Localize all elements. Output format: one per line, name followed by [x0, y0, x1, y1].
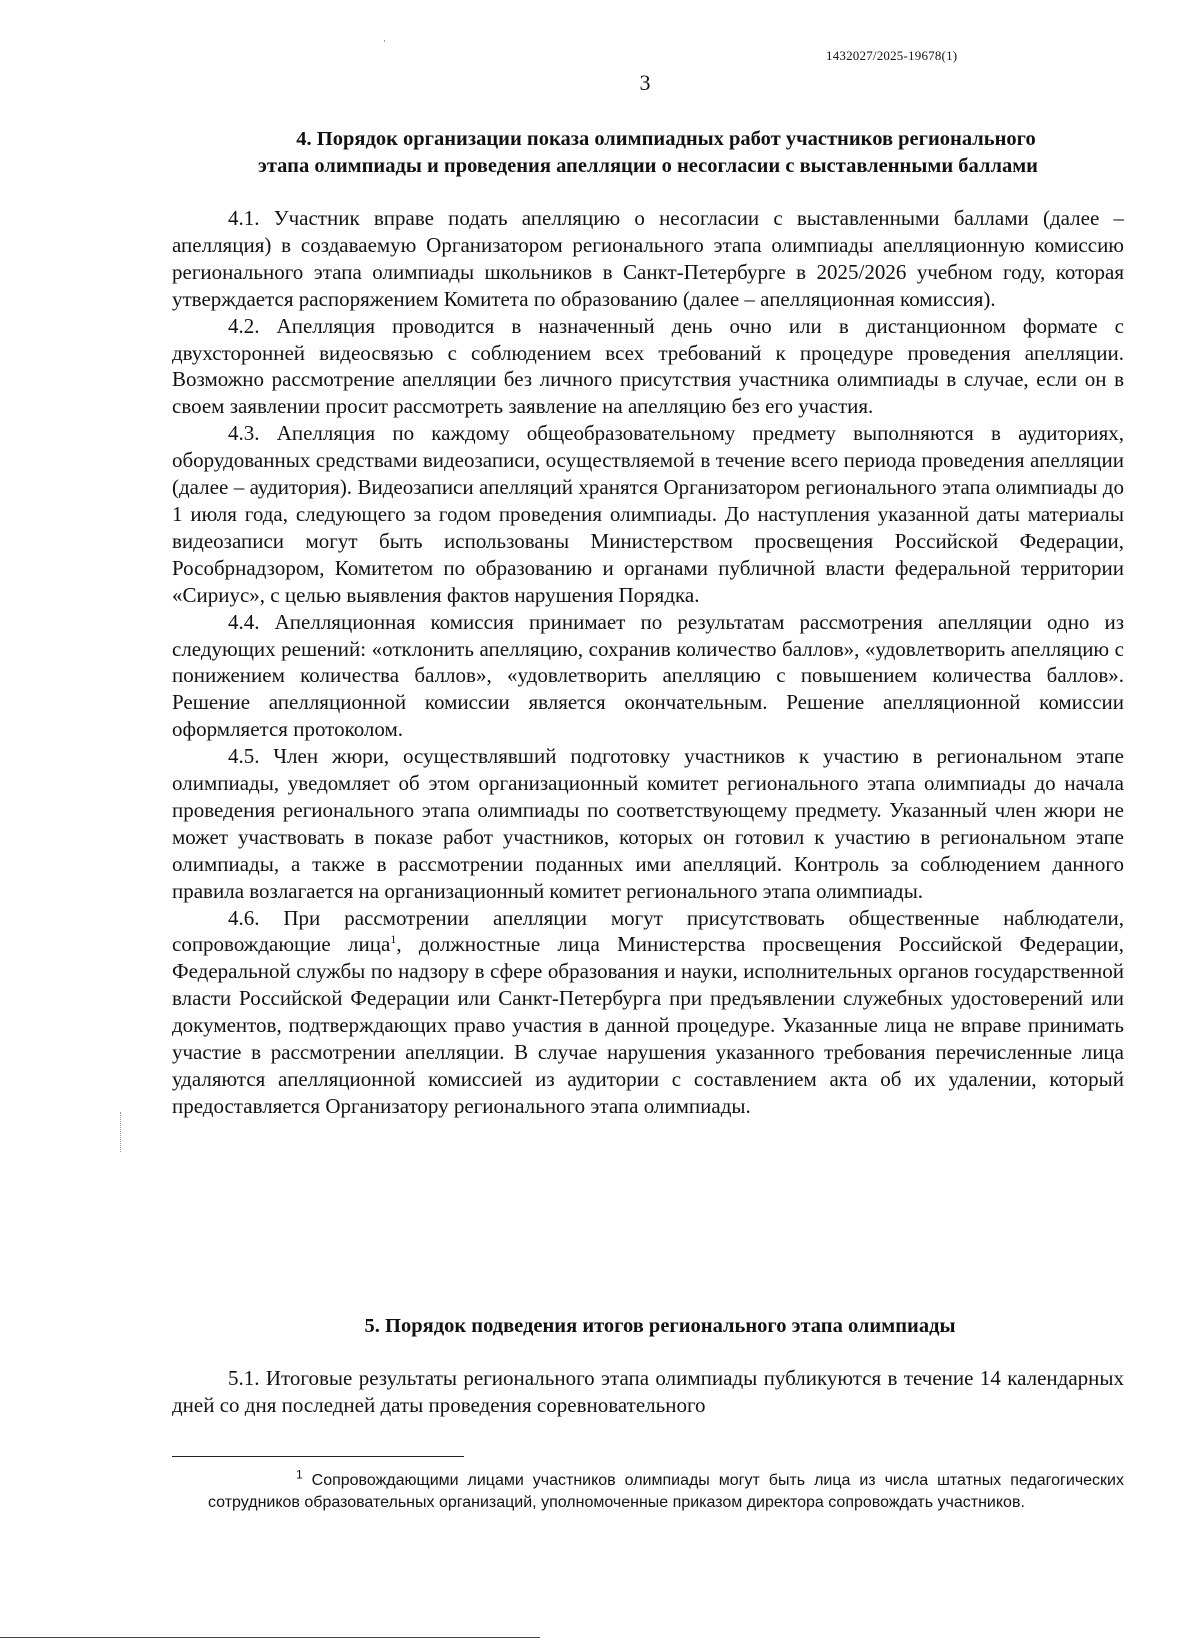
section-4-title-line-2: этапа олимпиады и проведения апелляции о несогласии с выставленными баллами — [258, 155, 1038, 177]
paragraph-5-1: 5.1. Итоговые результаты регионального этапа олимпиады публикуются в течение 14 календарных дней со дня последней даты проведения соревновательного — [172, 1366, 1124, 1417]
section-4-title — [172, 126, 1124, 180]
page-number: 3 — [639, 70, 651, 95]
section-4-title-line-1: 4. Порядок организации показа олимпиадных работ участников регионального — [296, 128, 1036, 150]
paragraph-4-6 — [172, 905, 1124, 1120]
section-5-title: 5. Порядок подведения итогов регионального этапа олимпиады — [364, 1315, 956, 1337]
scan-artifact — [384, 40, 385, 42]
paragraph-4-2: 4.2. Апелляция проводится в назначенный день очно или в дистанционном формате с двухсторонней видеосвязью с соблюдением всех требований к процедуре проведения апелляции. Возможно рассмотрение апелляции без личного присутствия участника олимпиады в случае, если он в своем заявлении просит рассмотреть заявление на апелляцию без его участия. — [172, 313, 1124, 419]
paragraph-4-1: 4.1. Участник вправе подать апелляцию о несогласии с выставленными баллами (далее – апелляция) в создаваемую Организатором регионального этапа олимпиады апелляционную комиссию регионального этапа олимпиады школьников в Санкт-Петербурге в 2025/2026 учебном году, которая утверждается распоряжением Комитета по образованию (далее – апелляционная комиссия). — [172, 206, 1124, 311]
footnote-marker: 1 — [296, 1467, 303, 1482]
footnote-text: Сопровождающими лицами участников олимпиады могут быть лица из числа штатных педагогических сотрудников образовательных организаций, уполномоченные приказом директора сопровождать участников. — [208, 1472, 1124, 1511]
paragraph-4-6-part-2: , должностные лица Министерства просвещения Российской Федерации, Федеральной службы по надзору в сфере образования и науки, исполнительных органов государственной власти Российской Федерации или Санкт-Петербурга при предъявлении служебных удостоверений или документов, подтверждающих право участия в данной процедуре. Указанные лица не вправе принимать участие в рассмотрении апелляции. В случае нарушения указанного требования перечисленные лица удаляются апелляционной комиссией из аудитории с составлением акта об их удалении, который предоставляется Организатору регионального этапа олимпиады. — [172, 932, 1124, 1118]
paragraph-4-3: 4.3. Апелляция по каждому общеобразовательному предмету выполняются в аудиториях, оборудованных средствами видеозаписи, осуществляемой в течение всего периода проведения апелляции (далее – аудитория). Видеозаписи апелляций хранятся Организатором регионального этапа олимпиады до 1 июля года, следующего за годом проведения олимпиады. До наступления указанной даты материалы видеозаписи могут быть использованы Министерством просвещения Российской Федерации, Рособрнадзором, Комитетом по образованию и органами публичной власти федеральной территории «Сириус», с целью выявления фактов нарушения Порядка. — [172, 421, 1124, 607]
scan-edge-line — [0, 1637, 540, 1638]
footnote-reference: 1 — [390, 932, 397, 947]
document-registration-number: 1432027/2025-19678(1) — [826, 48, 958, 63]
paragraph-4-6-part-1: 4.6. При рассмотрении апелляции могут присутствовать общественные наблюдатели, сопровождающие лица — [172, 905, 1124, 957]
footnote-separator — [172, 1456, 464, 1457]
scan-artifact — [120, 1112, 122, 1152]
section-4-body — [172, 205, 1124, 1120]
section-5-body — [172, 1365, 1124, 1419]
paragraph-4-4: 4.4. Апелляционная комиссия принимает по результатам рассмотрения апелляции одно из следующих решений: «отклонить апелляцию, сохранив количество баллов», «удовлетворить апелляцию с понижением количества баллов», «удовлетворить апелляцию с повышением количества баллов». Решение апелляционной комиссии является окончательным. Решение апелляционной комиссии оформляется протоколом. — [172, 609, 1124, 742]
footnote — [208, 1467, 1124, 1513]
paragraph-4-5: 4.5. Член жюри, осуществлявший подготовку участников к участию в региональном этапе олимпиады, уведомляет об этом организационный комитет регионального этапа олимпиады до начала проведения регионального этапа олимпиады по соответствующему предмету. Указанный член жюри не может участвовать в показе работ участников, которых он готовил к участию в региональном этапе олимпиады, а также в рассмотрении поданных ими апелляций. Контроль за соблюдением данного правила возлагается на организационный комитет регионального этапа олимпиады. — [172, 744, 1124, 903]
